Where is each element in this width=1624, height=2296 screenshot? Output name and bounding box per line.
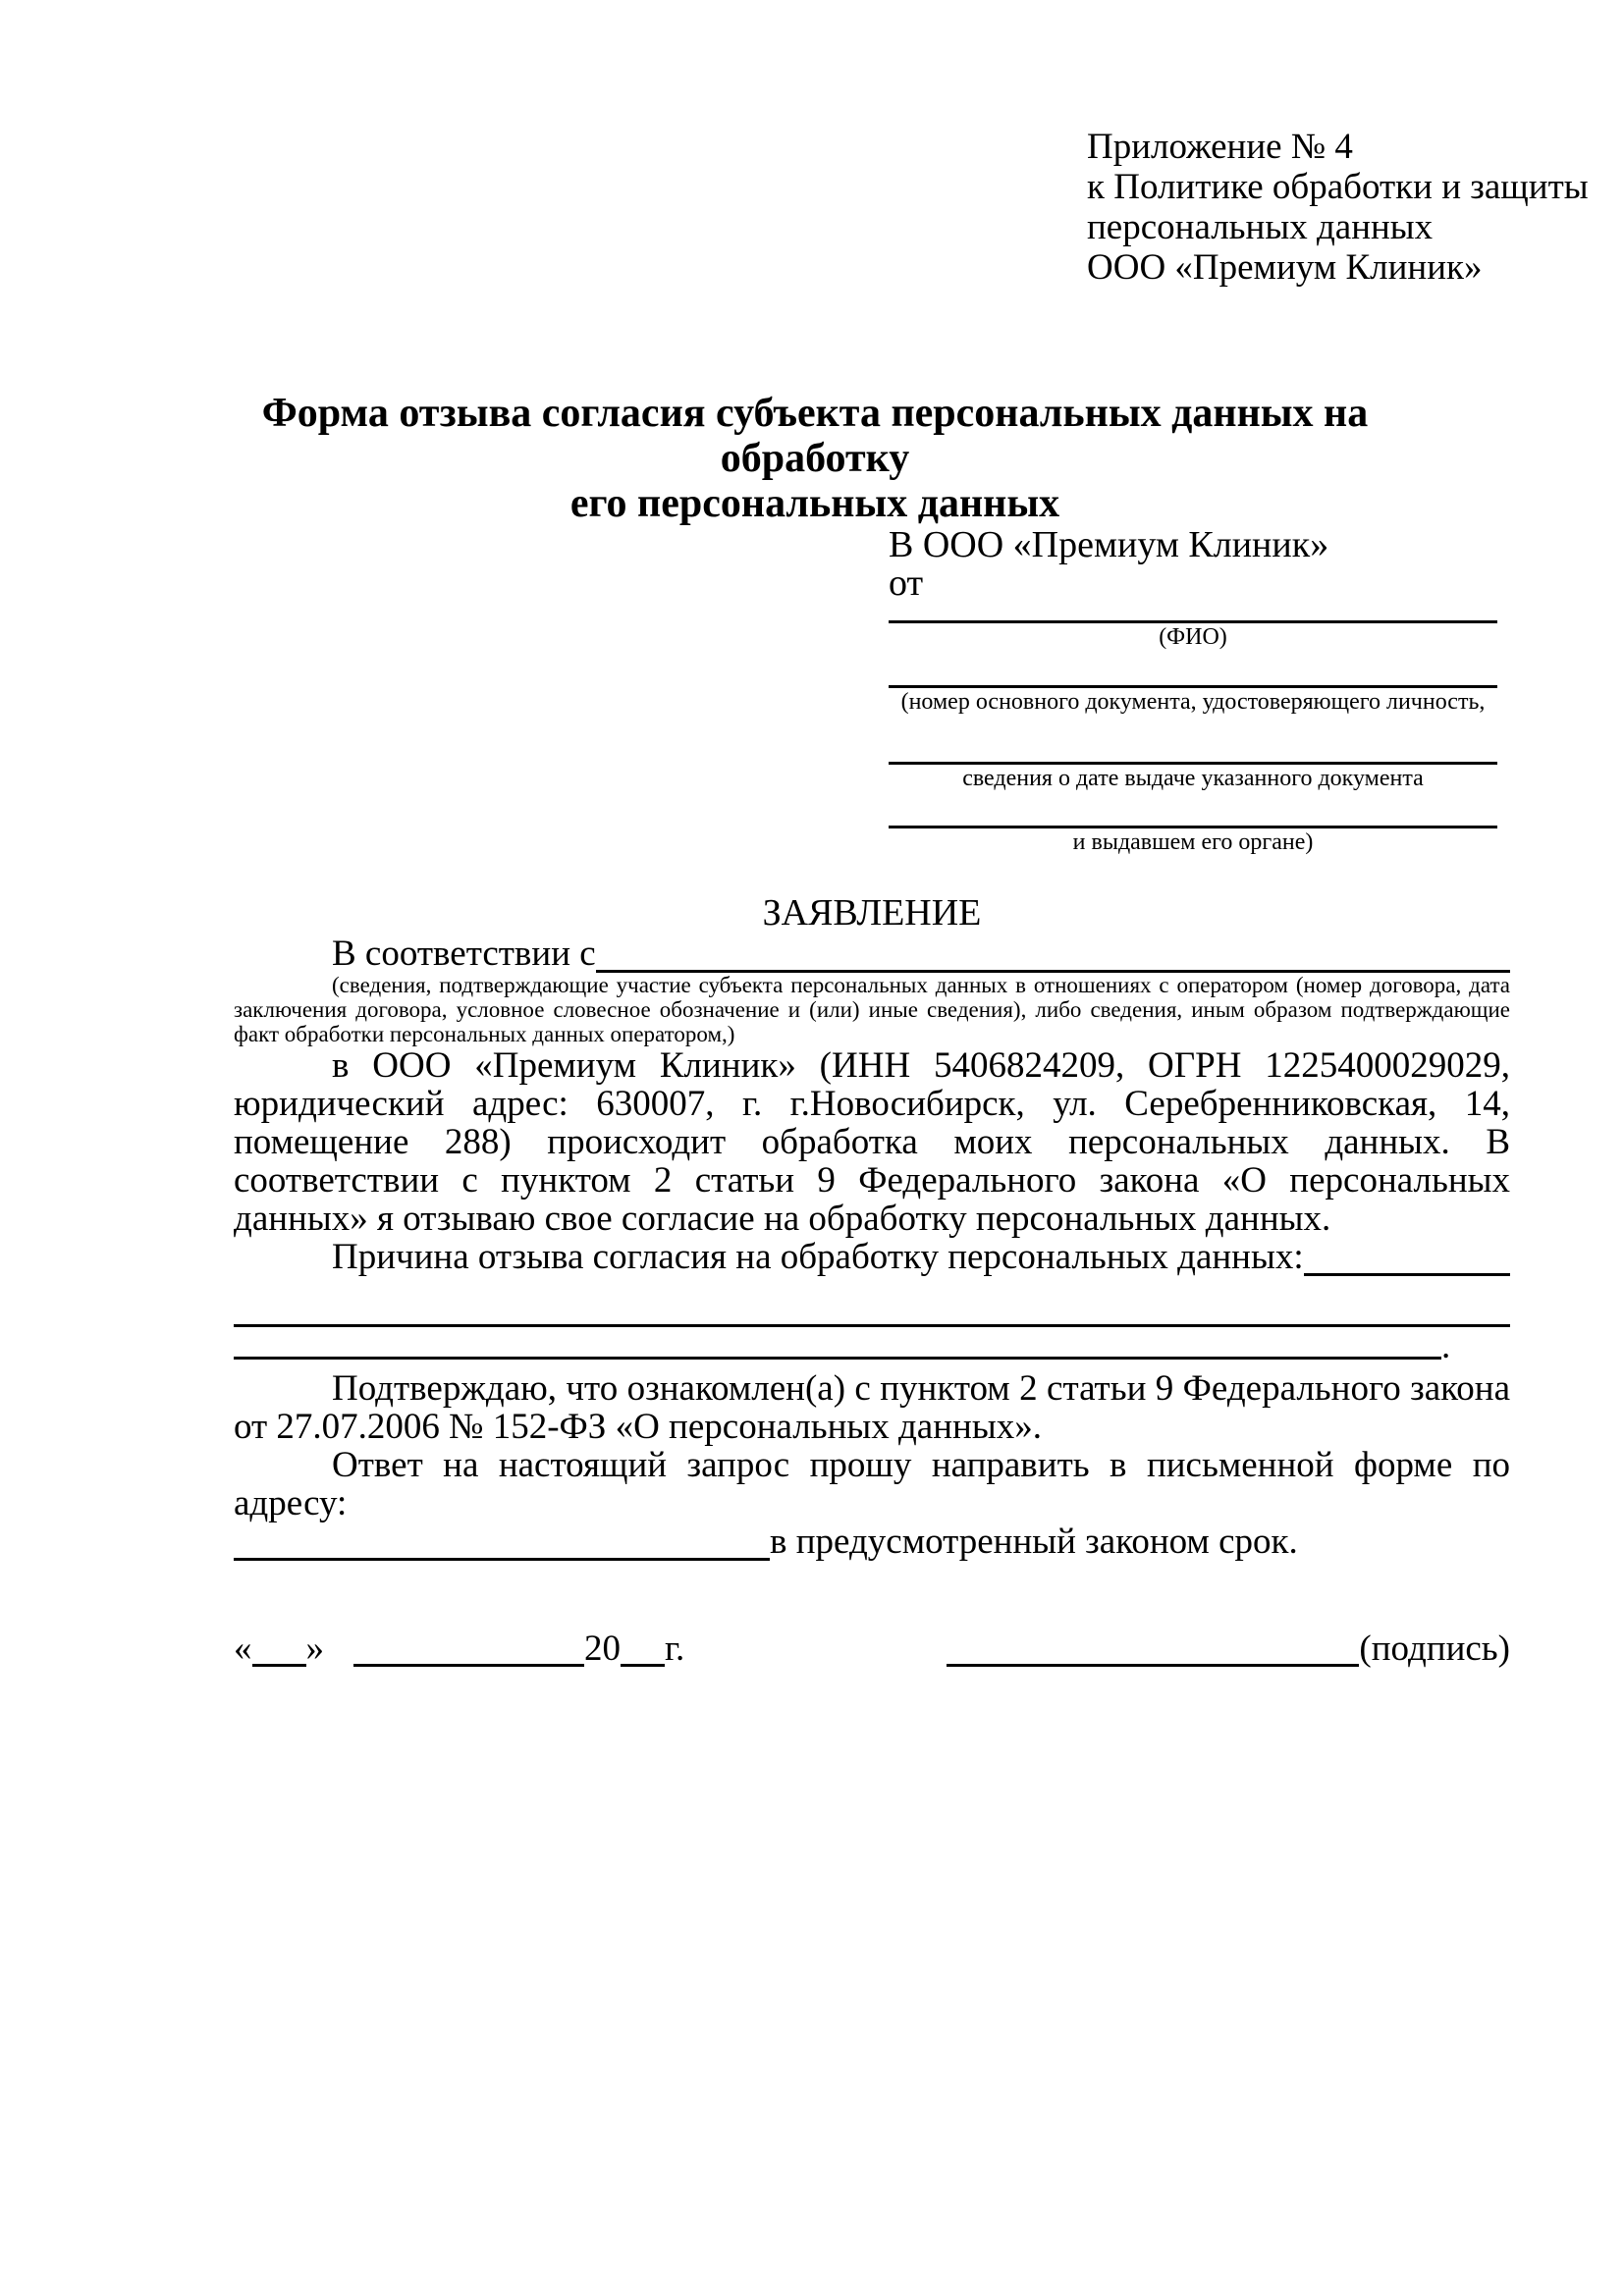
reply-address-row	[234, 1522, 1510, 1561]
intro-prefix: В соответствии с	[332, 934, 596, 974]
appendix-line: ООО «Премиум Клиник»	[1087, 247, 1483, 288]
document-title-line2: его персональных данных	[569, 481, 1060, 526]
reason-period: .	[1441, 1326, 1451, 1366]
reason-row	[234, 1238, 1510, 1276]
basis-explanation-note: (сведения, подтверждающие участие субъекта персональных данных в отношениях с оператором (номер договора, дата заключения договора, условное словесное обозначение и (или) иные сведения), либо сведения, иным образом подтверждающие факт обработки персональных данных оператором,)	[234, 973, 1510, 1046]
document-title	[177, 391, 1453, 526]
date-fill-in	[234, 1629, 684, 1668]
issue-date-field-line[interactable]	[889, 716, 1497, 765]
reason-field-line-2[interactable]	[234, 1276, 1510, 1327]
signature-field-line[interactable]	[947, 1660, 1359, 1667]
confirmation-paragraph: Подтверждаю, что ознакомлен(а) с пунктом 2 статьи 9 Федерального закона от 27.07.2006 № 152-ФЗ «О персональных данных».	[234, 1368, 1510, 1447]
reason-label: Причина отзыва согласия на обработку персональных данных:	[332, 1237, 1304, 1277]
signature-area	[947, 1629, 1510, 1668]
reason-field-line-3[interactable]	[234, 1327, 1441, 1360]
signature-caption: (подпись)	[1359, 1629, 1510, 1669]
appendix-line: персональных данных	[1087, 207, 1434, 247]
date-open-quote: «	[234, 1629, 252, 1669]
day-field-line[interactable]	[252, 1660, 306, 1667]
year-prefix: 20	[584, 1629, 621, 1669]
basis-field-line[interactable]	[596, 934, 1510, 973]
issue-date-field-caption: сведения о дате выдаче указанного документа	[962, 766, 1424, 791]
document-number-field-line[interactable]	[889, 651, 1497, 688]
document-number-field-caption: (номер основного документа, удостоверяющего личность,	[900, 689, 1486, 715]
statement-body	[234, 934, 1510, 1668]
reply-paragraph: Ответ на настоящий запрос прошу направить в письменной форме по адресу:	[234, 1445, 1510, 1523]
issuing-authority-field-line[interactable]	[889, 792, 1497, 828]
statement-heading: ЗАЯВЛЕНИЕ	[762, 892, 982, 934]
appendix-reference-block	[1087, 127, 1589, 288]
document-title-line1: Форма отзыва согласия субъекта персональных данных на обработку	[261, 391, 1369, 481]
reason-field-row-3	[234, 1326, 1510, 1366]
year-suffix: г.	[665, 1629, 685, 1669]
intro-row	[234, 934, 1510, 973]
month-field-line[interactable]	[353, 1660, 584, 1667]
main-paragraph: в ООО «Премиум Клиник» (ИНН 5406824209, ОГРН 1225400029029, юридический адрес: 630007, г. г.Новосибирск, ул. Серебренниковская, 14, помещение 288) происходит обработка моих персональных данных. В соответствии с пунктом 2 статьи 9 Федерального закона «О персональных данных» я отзываю свое согласие на обработку персональных данных.	[234, 1045, 1510, 1239]
fio-field-caption: (ФИО)	[1159, 624, 1227, 650]
appendix-line: Приложение № 4	[1087, 127, 1353, 167]
reply-suffix: в предусмотренный законом срок.	[770, 1522, 1298, 1562]
recipient-organization: В ООО «Премиум Клиник»	[889, 524, 1329, 565]
issuing-authority-field-caption: и выдавшем его органе)	[1072, 829, 1314, 855]
date-signature-row	[234, 1629, 1510, 1668]
fio-field-line[interactable]	[889, 603, 1497, 623]
reason-field-line[interactable]	[1304, 1238, 1510, 1276]
date-close-quote: »	[305, 1629, 324, 1669]
appendix-line: к Политике обработки и защиты	[1087, 167, 1589, 207]
address-field-line[interactable]	[234, 1522, 770, 1561]
recipient-block	[889, 526, 1497, 856]
year-field-line[interactable]	[621, 1660, 665, 1667]
from-label: от	[889, 562, 924, 604]
